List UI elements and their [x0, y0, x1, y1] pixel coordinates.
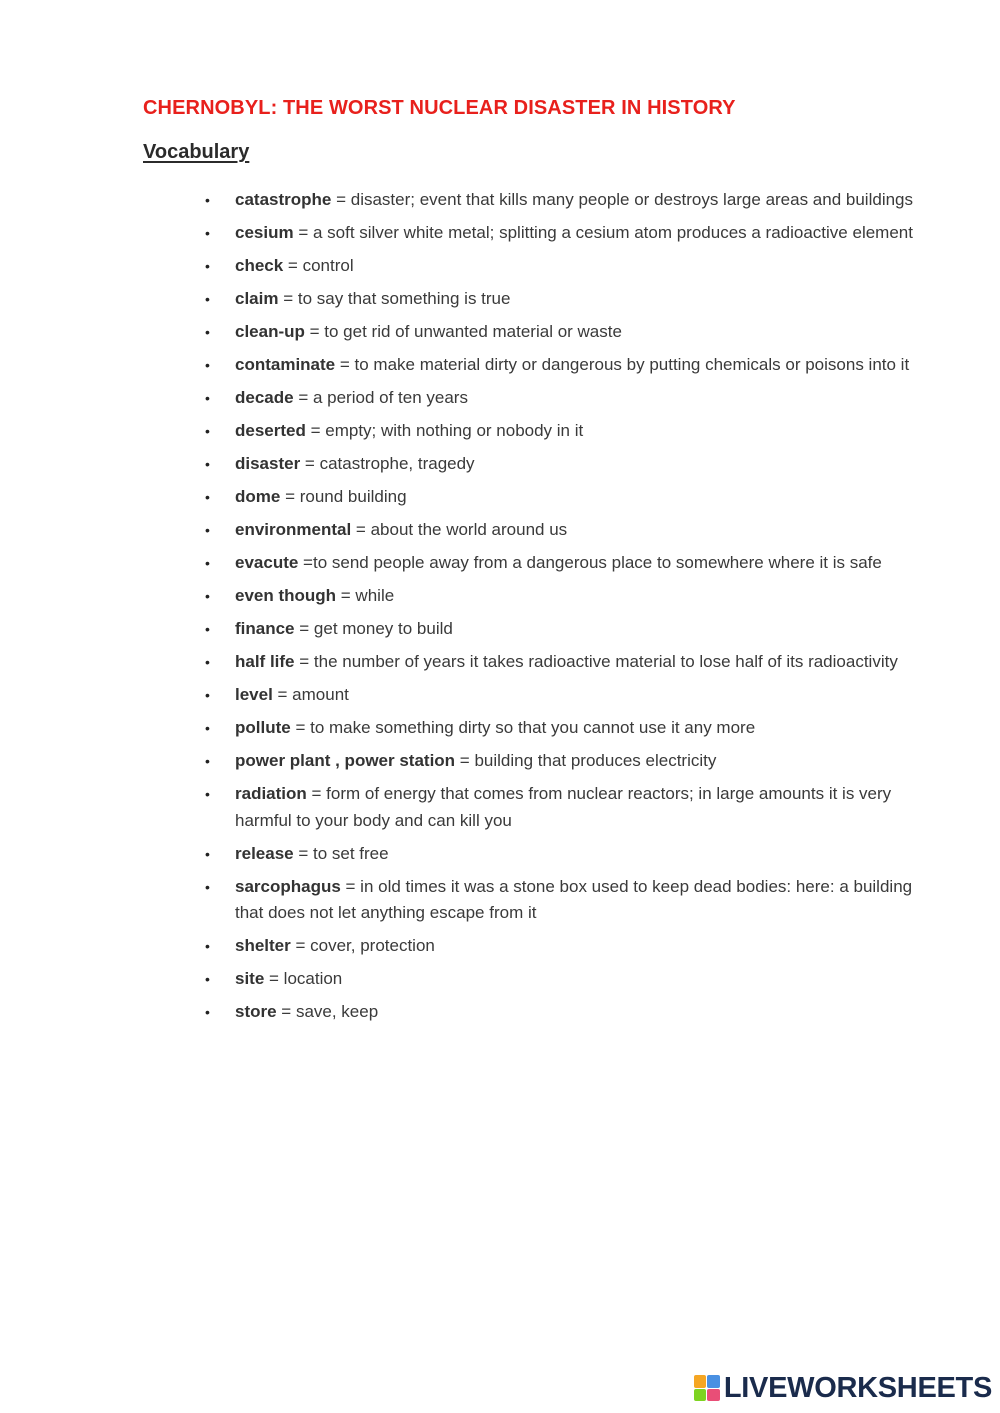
vocab-term: claim: [235, 289, 279, 308]
section-heading-vocabulary: Vocabulary: [143, 141, 250, 163]
bullet-icon: •: [205, 390, 210, 406]
vocab-term: cesium: [235, 223, 294, 242]
vocab-term: decade: [235, 388, 294, 407]
bullet-icon: •: [205, 423, 210, 439]
vocab-term: check: [235, 256, 284, 275]
vocab-item: [205, 649, 930, 676]
bullet-icon: •: [205, 786, 210, 802]
vocab-definition: = about the world around us: [351, 520, 568, 539]
vocab-definition: = to make material dirty or dangerous by putting chemicals or poisons into it: [335, 355, 910, 374]
liveworksheets-logo-icon: [694, 1375, 720, 1401]
vocab-definition: = building that produces electricity: [455, 751, 717, 770]
vocab-item: [205, 682, 930, 709]
vocab-definition: = catastrophe, tragedy: [300, 454, 475, 473]
vocab-term: deserted: [235, 421, 306, 440]
vocab-term: radiation: [235, 784, 307, 803]
bullet-icon: •: [205, 489, 210, 505]
vocab-term: clean-up: [235, 322, 305, 341]
vocab-term: sarcophagus: [235, 876, 341, 896]
vocab-item: [205, 418, 930, 445]
bullet-icon: •: [205, 938, 210, 954]
vocab-definition: = while: [336, 586, 395, 605]
vocab-definition: =to send people away from a dangerous place to somewhere where it is safe: [298, 553, 882, 572]
bullet-icon: •: [205, 845, 210, 862]
watermark-text: LIVEWORKSHEETS: [723, 1372, 992, 1404]
vocab-definition: = cover, protection: [290, 936, 435, 955]
vocab-term: evacute: [235, 553, 299, 572]
bullet-icon: •: [205, 621, 210, 637]
vocab-definition: = get money to build: [294, 619, 453, 638]
vocab-item: [205, 616, 930, 643]
vocab-item: [205, 451, 930, 478]
bullet-icon: •: [205, 522, 210, 538]
bullet-icon: •: [205, 654, 210, 670]
vocab-item: [205, 517, 930, 544]
vocab-item: [205, 781, 930, 834]
page-title: CHERNOBYL: THE WORST NUCLEAR DISASTER IN HISTORY: [143, 97, 736, 119]
vocab-term: dome: [235, 487, 281, 506]
vocab-definition: = round building: [280, 487, 407, 506]
vocab-term: level: [235, 685, 273, 704]
bullet-icon: •: [205, 1004, 210, 1020]
vocab-item: [205, 319, 930, 346]
bullet-icon: •: [205, 555, 210, 571]
vocab-item: [205, 933, 930, 960]
vocab-term: even though: [235, 586, 337, 605]
vocab-item: [205, 352, 930, 379]
vocab-term: pollute: [235, 718, 291, 737]
vocab-definition: = the number of years it takes radioactive material to lose half of its radioactivity: [294, 652, 898, 671]
vocab-definition: = to say that something is true: [278, 289, 511, 308]
vocab-term: environmental: [235, 520, 352, 539]
vocab-term: release: [235, 843, 294, 863]
vocab-term: store: [235, 1002, 277, 1021]
vocab-term: site: [235, 969, 265, 988]
vocab-item: [205, 874, 930, 927]
vocab-definition: = disaster; event that kills many people or destroys large areas and buildings: [331, 190, 914, 209]
vocab-item: [205, 253, 930, 280]
vocab-item: [205, 715, 930, 742]
bullet-icon: •: [205, 456, 210, 472]
bullet-icon: •: [205, 192, 210, 208]
vocab-definition: = in old times it was a stone box used to keep dead bodies: here: a building that does not let anything escape from it: [235, 876, 913, 922]
bullet-icon: •: [205, 878, 210, 895]
vocab-definition: = control: [283, 256, 354, 275]
vocab-definition: = a period of ten years: [293, 388, 468, 407]
vocab-term: contaminate: [235, 355, 336, 374]
vocab-term: half life: [235, 652, 295, 671]
bullet-icon: •: [205, 687, 210, 703]
bullet-icon: •: [205, 971, 210, 987]
vocab-term: finance: [235, 619, 295, 638]
vocab-item: [205, 999, 930, 1026]
bullet-icon: •: [205, 588, 210, 604]
vocab-term: catastrophe: [235, 190, 332, 209]
vocabulary-list: [205, 187, 930, 1032]
bullet-icon: •: [205, 291, 210, 307]
bullet-icon: •: [205, 720, 210, 736]
vocab-term: disaster: [235, 454, 301, 473]
bullet-icon: •: [205, 324, 210, 340]
vocab-definition: = to get rid of unwanted material or waste: [304, 322, 622, 341]
vocab-definition: = a soft silver white metal; splitting a cesium atom produces a radioactive element: [293, 223, 913, 242]
vocab-item: [205, 484, 930, 511]
vocab-definition: = amount: [272, 685, 349, 704]
vocab-item: [205, 550, 930, 577]
vocab-definition: = form of energy that comes from nuclear reactors; in large amounts it is very harmful to your body and can kill you: [235, 784, 892, 830]
vocab-item: [205, 841, 930, 868]
bullet-icon: •: [205, 753, 210, 769]
vocab-item: [205, 187, 930, 214]
vocab-item: [205, 583, 930, 610]
liveworksheets-watermark: [694, 1371, 992, 1405]
vocab-definition: = empty; with nothing or nobody in it: [305, 421, 584, 440]
vocab-definition: = save, keep: [276, 1002, 379, 1021]
vocab-definition: = to make something dirty so that you cannot use it any more: [290, 718, 756, 737]
vocab-definition: = to set free: [293, 843, 389, 863]
vocab-item: [205, 286, 930, 313]
bullet-icon: •: [205, 357, 210, 373]
vocab-item: [205, 966, 930, 993]
vocab-term: power plant , power station: [235, 751, 456, 770]
bullet-icon: •: [205, 225, 210, 241]
vocab-item: [205, 385, 930, 412]
vocab-item: [205, 220, 930, 247]
vocab-term: shelter: [235, 936, 291, 955]
bullet-icon: •: [205, 258, 210, 274]
vocab-definition: = location: [264, 969, 343, 988]
vocab-item: [205, 748, 930, 775]
